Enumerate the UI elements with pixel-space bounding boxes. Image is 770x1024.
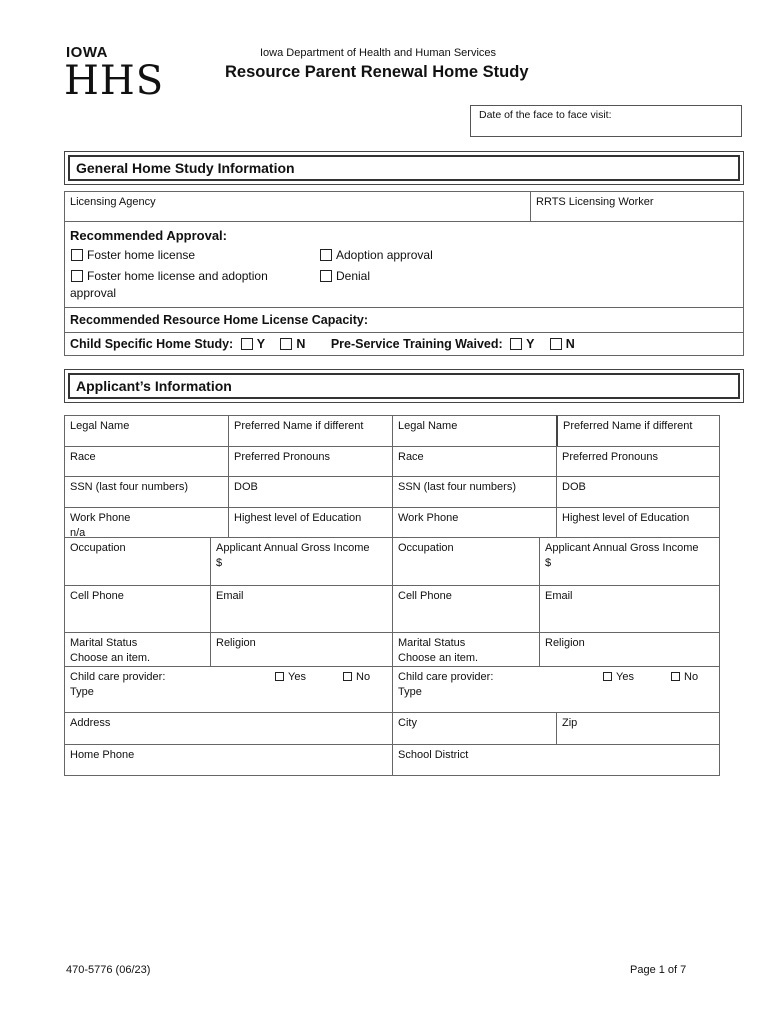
visit-date-field[interactable] bbox=[470, 105, 742, 137]
applicant-section-header bbox=[64, 369, 744, 403]
visit-date-label: Date of the face to face visit: bbox=[479, 109, 612, 121]
option-foster-license[interactable]: Foster home license bbox=[71, 247, 195, 264]
app2-marital-dropdown[interactable]: Choose an item. bbox=[398, 652, 479, 664]
rrts-worker-label: RRTS Licensing Worker bbox=[536, 196, 654, 208]
app1-income[interactable]: Applicant Annual Gross Income $ bbox=[210, 537, 393, 586]
rrts-worker-field[interactable] bbox=[530, 191, 744, 222]
app1-dob[interactable]: DOB bbox=[228, 476, 393, 508]
page-number: Page 1 of 7 bbox=[630, 964, 687, 976]
option-denial[interactable]: Denial bbox=[320, 268, 370, 285]
app2-child-care-no-checkbox[interactable] bbox=[671, 672, 680, 681]
app1-work-phone-value: n/a bbox=[70, 527, 86, 539]
app1-cell-phone[interactable]: Cell Phone bbox=[64, 585, 211, 633]
app1-child-care-yes[interactable]: Yes bbox=[275, 670, 306, 685]
license-capacity-label: Recommended Resource Home License Capacity: bbox=[70, 313, 369, 327]
app2-race[interactable]: Race bbox=[392, 446, 557, 477]
training-waived-label: Pre-Service Training Waived: bbox=[330, 337, 503, 351]
child-specific-row: Child Specific Home Study: Y N Pre-Service Training Waived: Y N bbox=[64, 332, 744, 356]
app1-work-phone[interactable]: Work Phone n/a bbox=[64, 507, 229, 538]
app2-child-care-yes-checkbox[interactable] bbox=[603, 672, 612, 681]
app2-pronouns[interactable]: Preferred Pronouns bbox=[556, 446, 720, 477]
app2-dob[interactable]: DOB bbox=[556, 476, 720, 508]
app1-child-care-no-checkbox[interactable] bbox=[343, 672, 352, 681]
app2-preferred-name[interactable]: Preferred Name if different bbox=[556, 415, 720, 447]
app2-child-care: Child care provider: Type Yes No bbox=[392, 666, 720, 713]
app2-email[interactable]: Email bbox=[539, 585, 720, 633]
adoption-approval-checkbox[interactable] bbox=[320, 249, 332, 261]
applicant-section-title: Applicant’s Information bbox=[68, 373, 740, 399]
app1-pronouns[interactable]: Preferred Pronouns bbox=[228, 446, 393, 477]
app2-income[interactable]: Applicant Annual Gross Income $ bbox=[539, 537, 720, 586]
child-specific-label: Child Specific Home Study: bbox=[70, 337, 234, 351]
app2-child-care-yes[interactable]: Yes bbox=[603, 670, 634, 685]
app1-occupation[interactable]: Occupation bbox=[64, 537, 211, 586]
option-foster-adoption-line2: approval bbox=[70, 286, 117, 300]
zip-field[interactable]: Zip bbox=[556, 712, 720, 745]
training-waived-no-checkbox[interactable] bbox=[550, 338, 562, 350]
app1-child-care-yes-checkbox[interactable] bbox=[275, 672, 284, 681]
foster-license-checkbox[interactable] bbox=[71, 249, 83, 261]
app1-education[interactable]: Highest level of Education bbox=[228, 507, 393, 538]
option-adoption-approval[interactable]: Adoption approval bbox=[320, 247, 433, 264]
foster-adoption-checkbox[interactable] bbox=[71, 270, 83, 282]
recommended-approval-label: Recommended Approval: bbox=[70, 228, 227, 243]
recommended-approval-block bbox=[64, 221, 744, 308]
child-specific-yes-checkbox[interactable] bbox=[241, 338, 253, 350]
license-capacity-field[interactable] bbox=[64, 307, 744, 333]
app2-marital-status[interactable]: Marital Status Choose an item. bbox=[392, 632, 540, 667]
app2-cell-phone[interactable]: Cell Phone bbox=[392, 585, 540, 633]
app1-child-care-no[interactable]: No bbox=[343, 670, 370, 685]
address-field[interactable]: Address bbox=[64, 712, 393, 745]
app1-ssn[interactable]: SSN (last four numbers) bbox=[64, 476, 229, 508]
licensing-agency-field[interactable] bbox=[64, 191, 531, 222]
school-district-field[interactable]: School District bbox=[392, 744, 720, 776]
child-specific-no-checkbox[interactable] bbox=[280, 338, 292, 350]
home-phone-field[interactable]: Home Phone bbox=[64, 744, 393, 776]
app2-child-care-no[interactable]: No bbox=[671, 670, 698, 685]
licensing-agency-label: Licensing Agency bbox=[70, 196, 156, 208]
app1-preferred-name[interactable]: Preferred Name if different bbox=[228, 415, 393, 447]
denial-checkbox[interactable] bbox=[320, 270, 332, 282]
general-section-header bbox=[64, 151, 744, 185]
app2-occupation[interactable]: Occupation bbox=[392, 537, 540, 586]
department-name: Iowa Department of Health and Human Services bbox=[260, 47, 497, 59]
app1-child-care: Child care provider: Type Yes No bbox=[64, 666, 393, 713]
app2-ssn[interactable]: SSN (last four numbers) bbox=[392, 476, 557, 508]
app2-education[interactable]: Highest level of Education bbox=[556, 507, 720, 538]
app1-marital-dropdown[interactable]: Choose an item. bbox=[70, 652, 151, 664]
app1-legal-name[interactable]: Legal Name bbox=[64, 415, 229, 447]
app2-religion[interactable]: Religion bbox=[539, 632, 720, 667]
app2-legal-name[interactable]: Legal Name bbox=[392, 415, 557, 447]
form-number: 470-5776 (06/23) bbox=[66, 964, 151, 976]
app1-religion[interactable]: Religion bbox=[210, 632, 393, 667]
app2-work-phone[interactable]: Work Phone bbox=[392, 507, 557, 538]
app1-email[interactable]: Email bbox=[210, 585, 393, 633]
logo-hhs: HHS bbox=[64, 58, 165, 104]
training-waived-yes-checkbox[interactable] bbox=[510, 338, 522, 350]
form-title: Resource Parent Renewal Home Study bbox=[225, 63, 529, 81]
option-foster-adoption[interactable]: Foster home license and adoption bbox=[71, 268, 268, 285]
city-field[interactable]: City bbox=[392, 712, 557, 745]
logo-iowa: IOWA bbox=[66, 44, 108, 61]
app1-marital-status[interactable]: Marital Status Choose an item. bbox=[64, 632, 211, 667]
general-section-title: General Home Study Information bbox=[68, 155, 740, 181]
app1-race[interactable]: Race bbox=[64, 446, 229, 477]
